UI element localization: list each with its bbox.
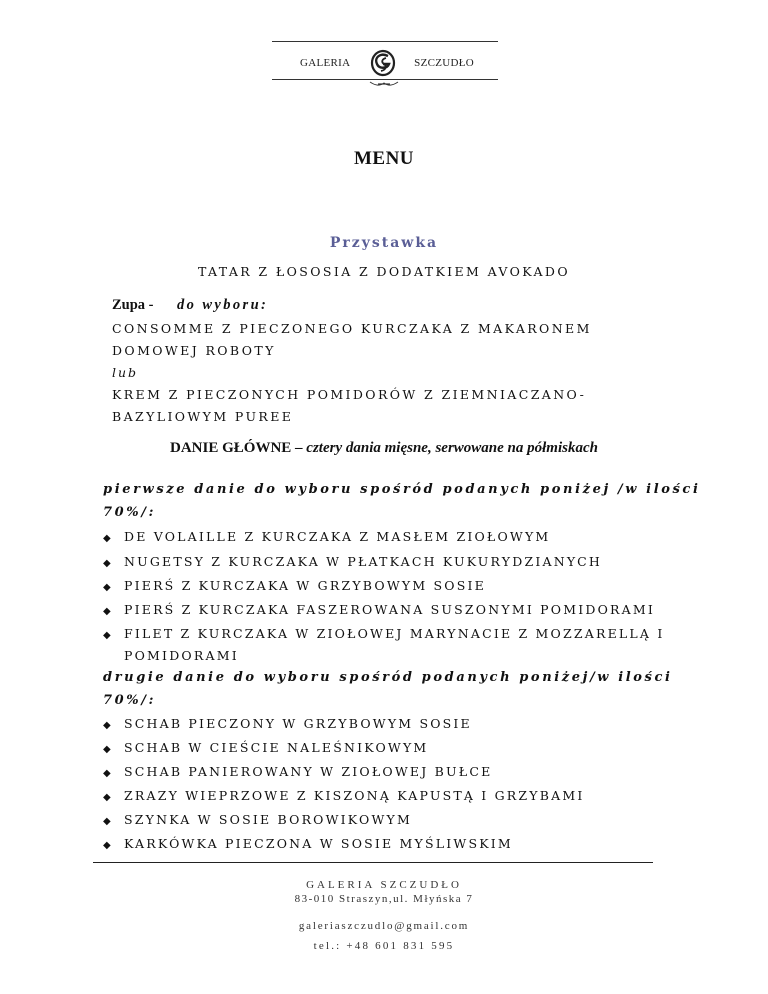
- diamond-bullet-icon: ◆: [103, 720, 111, 731]
- flourish-icon: [368, 80, 400, 88]
- list-item: ◆ NUGETSY Z KURCZAKA W PŁATKACH KUKURYDZIANYCH: [103, 554, 602, 569]
- logo-top-rule: [272, 41, 498, 42]
- diamond-bullet-icon: ◆: [103, 630, 111, 641]
- footer-address: 83-010 Straszyn,ul. Młyńska 7: [294, 893, 474, 905]
- diamond-bullet-icon: ◆: [103, 792, 111, 803]
- diamond-bullet-icon: ◆: [103, 768, 111, 779]
- soup-or: lub: [112, 365, 139, 380]
- footer-name: GALERIA SZCZUDŁO: [306, 879, 462, 891]
- starter-dish: TATAR Z ŁOSOSIA Z DODATKIEM AVOKADO: [197, 264, 571, 279]
- list-item: ◆ KARKÓWKA PIECZONA W SOSIE MYŚLIWSKIM: [103, 836, 513, 851]
- diamond-bullet-icon: ◆: [103, 840, 111, 851]
- list-item: ◆ PIERŚ Z KURCZAKA FASZEROWANA SUSZONYMI POMIDORAMI: [103, 602, 655, 617]
- diamond-bullet-icon: ◆: [103, 606, 111, 617]
- logo-left-text: GALERIA: [300, 57, 351, 69]
- diamond-bullet-icon: ◆: [103, 533, 111, 544]
- gs-monogram-icon: [368, 48, 398, 78]
- list-item-continuation: POMIDORAMI: [124, 648, 239, 663]
- list-item: ◆ FILET Z KURCZAKA W ZIOŁOWEJ MARYNACIE Z MOZZARELLĄ I: [103, 626, 665, 641]
- second-choice-intro: drugie danie do wyboru spośród podanych poniżej/w ilości: [103, 670, 673, 685]
- list-item: ◆ DE VOLAILLE Z KURCZAKA Z MASŁEM ZIOŁOWYM: [103, 529, 551, 544]
- soup-choice-label: do wyboru:: [177, 297, 269, 313]
- page-title: MENU: [353, 148, 415, 169]
- soup-label: Zupa -: [112, 297, 154, 313]
- diamond-bullet-icon: ◆: [103, 582, 111, 593]
- diamond-bullet-icon: ◆: [103, 558, 111, 569]
- logo-right-text: SZCZUDŁO: [414, 57, 474, 69]
- main-course-title: DANIE GŁÓWNE –: [170, 440, 303, 456]
- second-choice-intro-cont: 70%/:: [103, 693, 156, 708]
- starter-heading: Przystawka: [329, 235, 439, 251]
- list-item: ◆ SZYNKA W SOSIE BOROWIKOWYM: [103, 812, 412, 827]
- footer-divider: [93, 862, 653, 863]
- main-course-subtitle: cztery dania mięsne, serwowane na półmiskach: [306, 440, 598, 456]
- soup-option-1-cont: DOMOWEJ ROBOTY: [112, 343, 276, 358]
- diamond-bullet-icon: ◆: [103, 816, 111, 827]
- list-item: ◆ SCHAB PANIEROWANY W ZIOŁOWEJ BUŁCE: [103, 764, 493, 779]
- list-item: ◆ SCHAB PIECZONY W GRZYBOWYM SOSIE: [103, 716, 472, 731]
- diamond-bullet-icon: ◆: [103, 744, 111, 755]
- soup-option-1: CONSOMME Z PIECZONEGO KURCZAKA Z MAKARONEM: [112, 321, 592, 336]
- footer-phone[interactable]: tel.: +48 601 831 595: [313, 940, 455, 952]
- first-choice-intro: pierwsze danie do wyboru spośród podanych poniżej /w ilości: [103, 482, 701, 497]
- list-item: ◆ PIERŚ Z KURCZAKA W GRZYBOWYM SOSIE: [103, 578, 486, 593]
- list-item: ◆ ZRAZY WIEPRZOWE Z KISZONĄ KAPUSTĄ I GRZYBAMI: [103, 788, 585, 803]
- soup-option-2: KREM Z PIECZONYCH POMIDORÓW Z ZIEMNIACZANO-: [112, 387, 587, 402]
- main-course-heading: [0, 440, 768, 457]
- first-choice-intro-cont: 70%/:: [103, 505, 156, 520]
- footer-email[interactable]: galeriaszczudlo@gmail.com: [298, 920, 470, 932]
- soup-option-2-cont: BAZYLIOWYM PUREE: [112, 409, 294, 424]
- list-item: ◆ SCHAB W CIEŚCIE NALEŚNIKOWYM: [103, 740, 429, 755]
- logo: [272, 50, 498, 76]
